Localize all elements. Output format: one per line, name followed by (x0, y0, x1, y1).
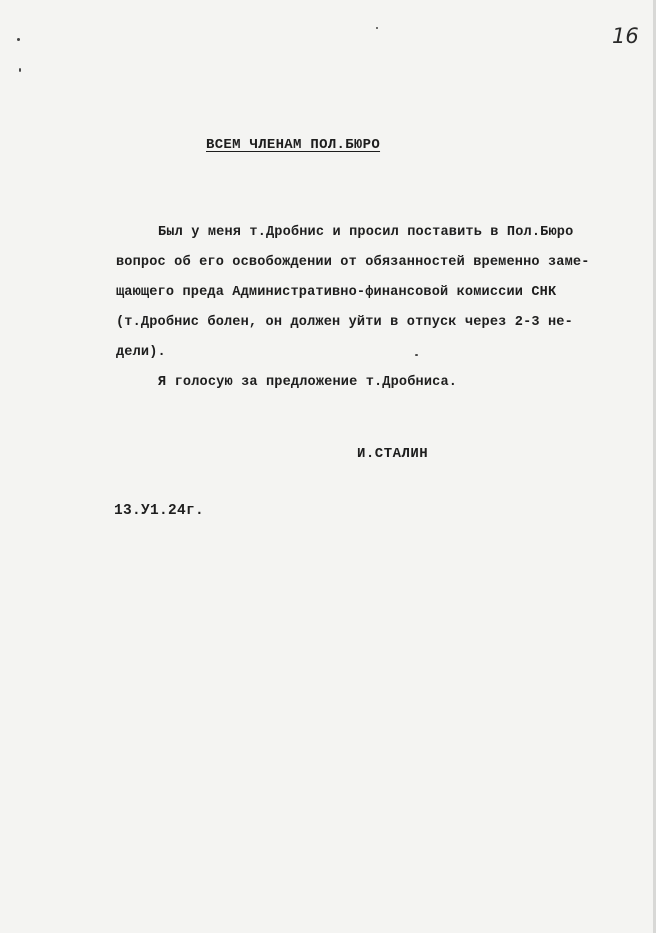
paper-speck (376, 27, 378, 29)
body-line: дели). (116, 345, 166, 360)
body-line: вопрос об его освобождении от обязанностей временно заме- (116, 255, 590, 270)
paper-speck (19, 68, 21, 72)
body-line: щающего преда Административно-финансовой комиссии СНК (116, 285, 557, 300)
letter-body (116, 218, 612, 398)
body-line: (т.Дробнис болен, он должен уйти в отпуск через 2-3 не- (116, 315, 573, 330)
document-date: 13.У1.24г. (114, 503, 205, 519)
signature: И.СТАЛИН (357, 446, 429, 462)
body-line: Был у меня т.Дробнис и просил поставить в Пол.Бюро (158, 225, 574, 240)
document-heading: ВСЕМ ЧЛЕНАМ ПОЛ.БЮРО (206, 137, 381, 153)
paper-speck (17, 38, 20, 41)
page-number: 16 (612, 24, 639, 48)
body-line: Я голосую за предложение т.Дробниса. (158, 375, 458, 390)
